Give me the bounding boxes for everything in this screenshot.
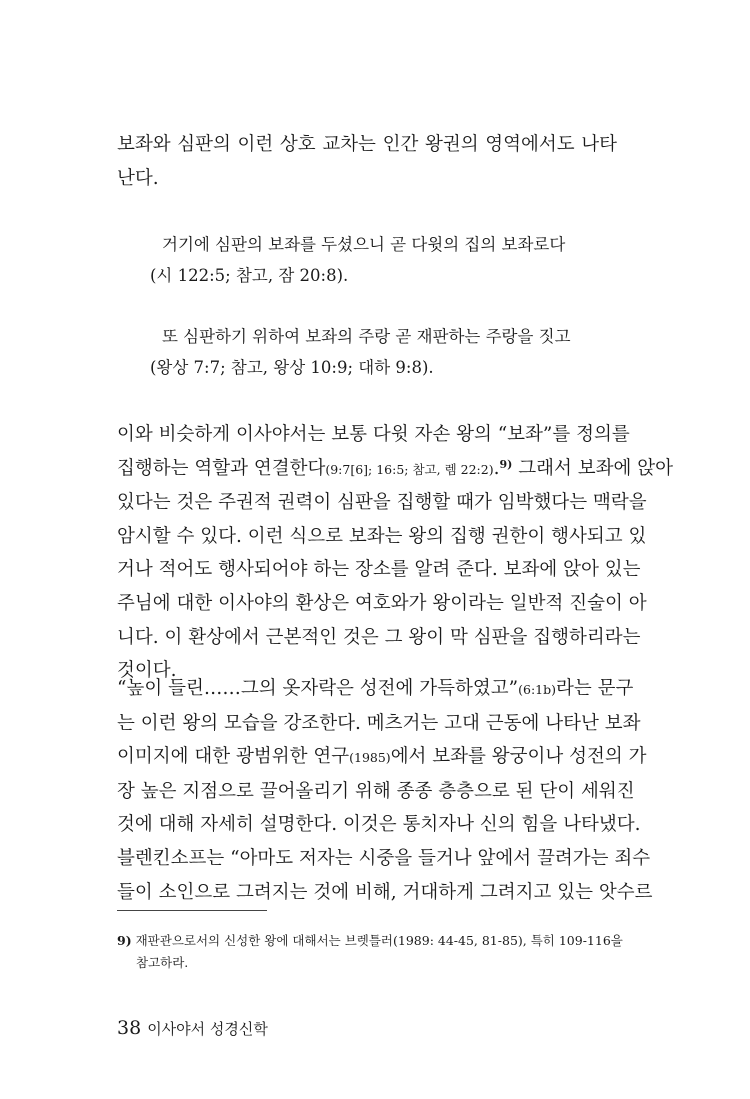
footnote — [117, 930, 623, 974]
text-line: 장 높은 지점으로 끌어올리기 위해 종종 층층으로 된 단이 세워진 — [117, 780, 635, 802]
page-number: 38 — [117, 1017, 142, 1039]
text-line — [117, 452, 673, 487]
text-line: 보좌와 심판의 이런 상호 교차는 인간 왕권의 영역에서도 나타 — [117, 134, 617, 155]
footnote-marker[interactable]: 9) — [499, 457, 513, 471]
scripture-citation: (9:7[6]; 16:5; 참고, 렘 22:2) — [325, 461, 494, 477]
text-line: 는 이런 왕의 모습을 강조한다. 메츠거는 고대 근동에 나타난 보좌 — [117, 712, 641, 734]
paragraph-1 — [117, 128, 617, 195]
paragraph-3 — [117, 672, 653, 909]
text-run: 이미지에 대한 광범위한 연구 — [117, 746, 350, 768]
quote-reference: (왕상 7:7; 참고, 왕상 10:9; 대하 9:8). — [150, 358, 434, 377]
year-citation: (1985) — [349, 750, 391, 766]
text-line: 이와 비슷하게 이사야서는 보통 다윗 자손 왕의 “보좌”를 정의를 — [117, 424, 630, 445]
text-line: 것이다. — [117, 660, 177, 682]
text-line: 주님에 대한 이사야의 환상은 여호와가 왕이라는 일반적 진술이 아 — [117, 592, 647, 614]
scripture-citation: (6:1b) — [518, 682, 556, 697]
text-line: 난다. — [117, 167, 159, 189]
footnote-text: 재판관으로서의 신성한 왕에 대해서는 브렛틀러(1989: 44-45, 81-85), 특히 109-116을 — [135, 933, 623, 948]
footnote-number: 9) — [117, 933, 132, 948]
text-run: . — [493, 457, 500, 479]
text-line: 있다는 것은 주권적 권력이 심판을 집행할 때가 임박했다는 맥락을 — [117, 492, 647, 514]
quote-line: 또 심판하기 위하여 보좌의 주랑 곧 재판하는 주랑을 짓고 — [162, 327, 571, 346]
footnote-separator — [117, 910, 267, 911]
text-run: “높이 들린……그의 옷자락은 성전에 가득하였고” — [117, 678, 519, 699]
page-footer — [117, 1017, 268, 1039]
text-run: 에서 보좌를 왕궁이나 성전의 가 — [390, 746, 647, 768]
text-line — [117, 740, 647, 775]
block-quote-2 — [150, 321, 590, 383]
text-line: 암시할 수 있다. 이런 식으로 보좌는 왕의 집행 권한이 행사되고 있 — [117, 525, 647, 547]
paragraph-2 — [117, 418, 673, 688]
block-quote-1 — [150, 229, 590, 291]
footnote-line: 참고하라. — [136, 955, 189, 970]
text-line: 들이 소인으로 그려지는 것에 비해, 거대하게 그려지고 있는 앗수르 — [117, 881, 653, 903]
text-line: 블렌킨소프는 “아마도 저자는 시중을 들거나 앞에서 끌려가는 죄수 — [117, 847, 651, 869]
text-line: 니다. 이 환상에서 근본적인 것은 그 왕이 막 심판을 집행하리라는 — [117, 626, 641, 648]
footnote-line — [117, 930, 623, 952]
text-run: 그래서 보좌에 앉아 — [512, 457, 673, 479]
text-run: 라는 문구 — [556, 678, 634, 699]
text-line: 거나 적어도 행사되어야 하는 장소를 알려 준다. 보좌에 앉아 있는 — [117, 559, 641, 581]
text-line — [117, 672, 634, 707]
text-line: 것에 대해 자세히 설명한다. 이것은 통치자나 신의 힘을 나타냈다. — [117, 814, 641, 836]
text-run: 집행하는 역할과 연결한다 — [117, 457, 326, 479]
quote-reference: (시 122:5; 참고, 잠 20:8). — [150, 266, 349, 285]
quote-line: 거기에 심판의 보좌를 두셨으니 곧 다윗의 집의 보좌로다 — [162, 235, 566, 254]
running-title: 이사야서 성경신학 — [147, 1020, 268, 1038]
